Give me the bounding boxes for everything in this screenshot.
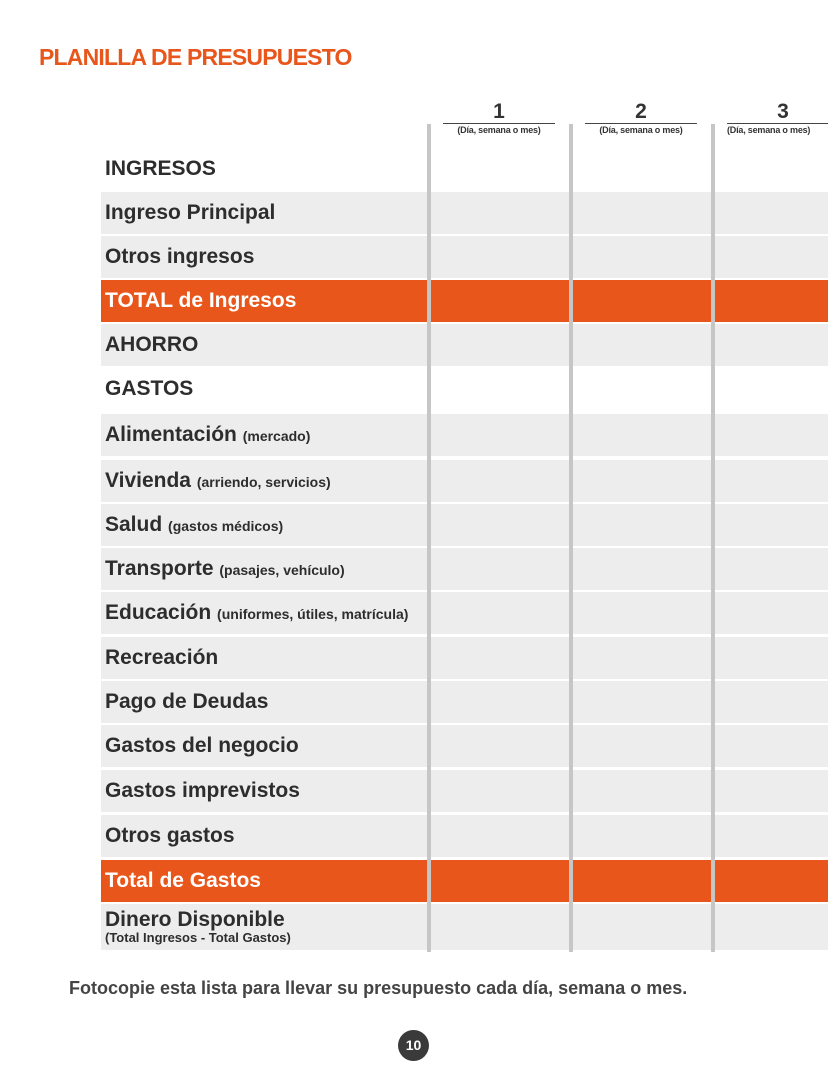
table-row-otros-gastos[interactable]	[101, 815, 828, 857]
row-label-main: Salud	[105, 513, 163, 536]
row-label-note: (uniformes, útiles, matrícula)	[217, 606, 409, 622]
row-label: Total de Gastos	[105, 869, 261, 892]
row-label: Ingreso Principal	[105, 201, 276, 224]
row-label-note: (Total Ingresos - Total Gastos)	[105, 930, 291, 945]
row-label	[105, 548, 345, 590]
row-label: Gastos imprevistos	[105, 779, 300, 802]
row-label-main: Educación	[105, 601, 212, 624]
table-row-gastos-imprevistos[interactable]	[101, 770, 828, 812]
column-divider	[569, 124, 573, 952]
row-label: Gastos del negocio	[105, 734, 299, 757]
row-label: Recreación	[105, 646, 219, 669]
row-label-note: (mercado)	[242, 428, 311, 444]
row-label-note: (gastos médicos)	[168, 518, 284, 534]
row-label: INGRESOS	[105, 157, 216, 180]
row-label: AHORRO	[105, 333, 199, 356]
table-row-alimentacion[interactable]	[101, 414, 828, 456]
row-label: GASTOS	[105, 377, 194, 400]
table-row-pago-deudas[interactable]	[101, 681, 828, 723]
column-period-label: (Día, semana o mes)	[457, 125, 541, 135]
column-divider	[427, 124, 431, 952]
table-row-ahorro[interactable]	[101, 324, 828, 366]
row-label-main: Dinero Disponible	[105, 908, 285, 931]
row-label	[105, 908, 291, 944]
row-label: Pago de Deudas	[105, 690, 269, 713]
row-label	[105, 592, 408, 634]
table-row-vivienda[interactable]	[101, 460, 828, 502]
table-row-recreacion[interactable]	[101, 637, 828, 679]
column-header-2	[585, 101, 697, 136]
row-label: Otros gastos	[105, 824, 235, 847]
column-number: 1	[493, 100, 505, 123]
column-period-label: (Día, semana o mes)	[727, 125, 811, 135]
footer-note: Fotocopie esta lista para llevar su presupuesto cada día, semana o mes.	[69, 978, 688, 998]
column-rule	[727, 123, 828, 124]
column-rule	[585, 123, 697, 124]
section-row-ingresos	[101, 148, 828, 190]
total-row-gastos[interactable]	[101, 860, 828, 902]
row-label	[105, 460, 331, 502]
table-row-educacion[interactable]	[101, 592, 828, 634]
column-header-3	[727, 101, 828, 136]
row-label	[105, 504, 283, 546]
column-period-label: (Día, semana o mes)	[599, 125, 683, 135]
row-label-main: Alimentación	[105, 423, 237, 446]
row-label-main: Transporte	[105, 557, 214, 580]
table-row-transporte[interactable]	[101, 548, 828, 590]
table-row-otros-ingresos[interactable]	[101, 236, 828, 278]
total-row-ingresos[interactable]	[101, 280, 828, 322]
column-number: 2	[635, 100, 647, 123]
row-label: Otros ingresos	[105, 245, 255, 268]
table-row-salud[interactable]	[101, 504, 828, 546]
column-rule	[443, 123, 555, 124]
column-number: 3	[777, 100, 789, 123]
table-row-dinero-disponible[interactable]	[101, 904, 828, 950]
page-number-badge: 10	[398, 1030, 429, 1061]
table-row-gastos-negocio[interactable]	[101, 725, 828, 767]
row-label-note: (pasajes, vehículo)	[219, 562, 345, 578]
column-header-1	[443, 101, 555, 136]
table-row-ingreso-principal[interactable]	[101, 192, 828, 234]
row-label-note: (arriendo, servicios)	[196, 474, 331, 490]
row-label: TOTAL de Ingresos	[105, 289, 297, 312]
row-label-main: Vivienda	[105, 469, 191, 492]
column-divider	[711, 124, 715, 952]
section-row-gastos	[101, 368, 828, 410]
page-title: PLANILLA DE PRESUPUESTO	[39, 44, 352, 70]
row-label	[105, 414, 310, 456]
